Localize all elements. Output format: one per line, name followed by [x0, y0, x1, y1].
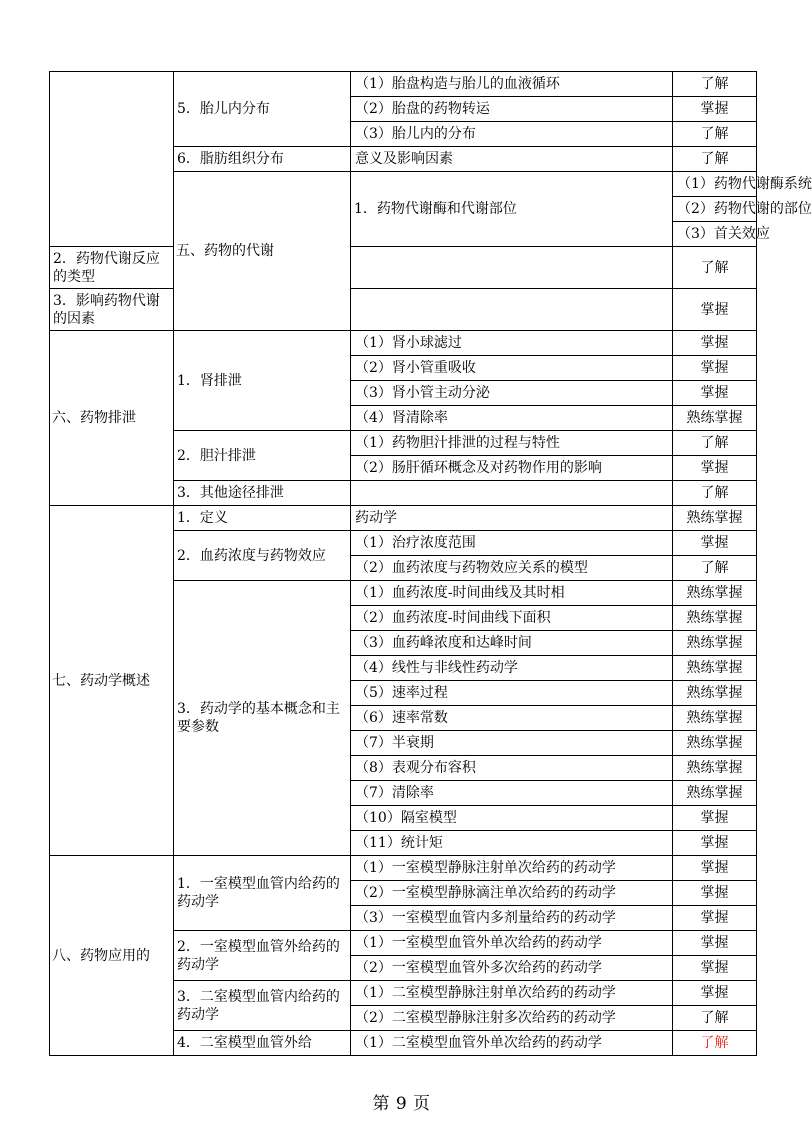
table-row	[50, 856, 757, 881]
point-cell: （10）隔室模型	[351, 806, 673, 831]
requirement-level-cell: 熟练掌握	[673, 681, 757, 706]
subunit-cell: 2．药物代谢反应的类型	[50, 247, 174, 289]
point-cell: （1）二室模型静脉注射单次给药的药动学	[351, 981, 673, 1006]
requirement-level-cell: 熟练掌握	[673, 631, 757, 656]
point-cell: （7）清除率	[351, 781, 673, 806]
requirement-level-cell: 熟练掌握	[673, 756, 757, 781]
point-cell: （1）一室模型静脉注射单次给药的药动学	[351, 856, 673, 881]
point-cell: （2）一室模型静脉滴注单次给药的药动学	[351, 881, 673, 906]
requirement-level-cell: 掌握	[673, 906, 757, 931]
requirement-level-cell: 熟练掌握	[673, 406, 757, 431]
point-cell: （2）肾小管重吸收	[351, 356, 673, 381]
requirement-level-cell: 掌握	[673, 289, 757, 331]
requirement-level-cell: 掌握	[673, 931, 757, 956]
subunit-cell: 1．肾排泄	[174, 331, 351, 431]
point-cell: （1）胎盘构造与胎儿的血液循环	[351, 72, 673, 97]
requirement-level-cell: 掌握	[673, 981, 757, 1006]
unit-cell: 八、药物应用的	[50, 856, 174, 1056]
point-cell: （2）血药浓度-时间曲线下面积	[351, 606, 673, 631]
point-cell: （2）肠肝循环概念及对药物作用的影响	[351, 456, 673, 481]
subunit-cell: 2．一室模型血管外给药的药动学	[174, 931, 351, 981]
requirement-level-cell: 了解	[673, 147, 757, 172]
subunit-cell: 6．脂肪组织分布	[174, 147, 351, 172]
point-cell: （1）治疗浓度范围	[351, 531, 673, 556]
subunit-cell: 5．胎儿内分布	[174, 72, 351, 147]
requirement-level-cell: 了解	[673, 1031, 757, 1056]
requirement-level-cell: 掌握	[673, 881, 757, 906]
unit-cell: 七、药动学概述	[50, 506, 174, 856]
requirement-level-cell: 掌握	[673, 97, 757, 122]
requirement-level-cell: 了解	[673, 431, 757, 456]
point-cell: 意义及影响因素	[351, 147, 673, 172]
point-cell: （1）二室模型血管外单次给药的药动学	[351, 1031, 673, 1056]
page-number: 第 9 页	[372, 1094, 431, 1114]
point-cell: （2）胎盘的药物转运	[351, 97, 673, 122]
point-cell: （1）药物胆汁排泄的过程与特性	[351, 431, 673, 456]
point-cell: （4）肾清除率	[351, 406, 673, 431]
table-row	[50, 247, 757, 289]
point-cell: （8）表观分布容积	[351, 756, 673, 781]
point-cell: （7）半衰期	[351, 731, 673, 756]
syllabus-table	[49, 71, 812, 1056]
requirement-level-cell: 熟练掌握	[673, 506, 757, 531]
point-cell: （4）线性与非线性药动学	[351, 656, 673, 681]
requirement-level-cell: 熟练掌握	[673, 731, 757, 756]
subunit-cell: 3．影响药物代谢的因素	[50, 289, 174, 331]
requirement-level-cell: 掌握	[673, 381, 757, 406]
requirement-level-cell: 掌握	[673, 356, 757, 381]
unit-cell: 五、药物的代谢	[174, 172, 351, 331]
point-cell: （3）血药峰浓度和达峰时间	[351, 631, 673, 656]
table-row	[50, 289, 757, 331]
table-row	[50, 72, 757, 97]
point-cell	[351, 481, 673, 506]
requirement-level-cell: 掌握	[673, 956, 757, 981]
requirement-level-cell: 了解	[673, 556, 757, 581]
point-cell: （3）胎儿内的分布	[351, 122, 673, 147]
point-cell: （5）速率过程	[351, 681, 673, 706]
point-cell: （3）一室模型血管内多剂量给药的药动学	[351, 906, 673, 931]
point-cell: （1）肾小球滤过	[351, 331, 673, 356]
subunit-cell: 3．其他途径排泄	[174, 481, 351, 506]
table-row	[50, 506, 757, 531]
subunit-cell: 1．一室模型血管内给药的药动学	[174, 856, 351, 931]
requirement-level-cell: 熟练掌握	[673, 581, 757, 606]
unit-cell: 六、药物排泄	[50, 331, 174, 506]
requirement-level-cell: 掌握	[673, 806, 757, 831]
table-row	[50, 331, 757, 356]
point-cell: （1）一室模型血管外单次给药的药动学	[351, 931, 673, 956]
requirement-level-cell: 了解	[673, 481, 757, 506]
subunit-cell: 2．胆汁排泄	[174, 431, 351, 481]
point-cell	[351, 289, 673, 331]
requirement-level-cell: 掌握	[673, 456, 757, 481]
point-cell: （3）肾小管主动分泌	[351, 381, 673, 406]
point-cell: （1）血药浓度-时间曲线及其时相	[351, 581, 673, 606]
subunit-cell: 4．二室模型血管外给	[174, 1031, 351, 1056]
point-cell: （2）药物代谢的部位	[673, 197, 757, 222]
requirement-level-cell: 掌握	[673, 831, 757, 856]
requirement-level-cell: 了解	[673, 247, 757, 289]
subunit-cell: 3．药动学的基本概念和主要参数	[174, 581, 351, 856]
requirement-level-cell: 了解	[673, 1006, 757, 1031]
point-cell: （2）血药浓度与药物效应关系的模型	[351, 556, 673, 581]
point-cell: （2）一室模型血管外多次给药的药动学	[351, 956, 673, 981]
point-cell: （6）速率常数	[351, 706, 673, 731]
point-cell: （11）统计矩	[351, 831, 673, 856]
requirement-level-cell: 熟练掌握	[673, 706, 757, 731]
requirement-level-cell: 熟练掌握	[673, 606, 757, 631]
requirement-level-cell: 熟练掌握	[673, 656, 757, 681]
table-cell	[50, 72, 174, 247]
point-cell: 药动学	[351, 506, 673, 531]
point-cell: （3）首关效应	[673, 222, 757, 247]
requirement-level-cell: 了解	[673, 122, 757, 147]
requirement-level-cell: 熟练掌握	[673, 781, 757, 806]
subunit-cell: 1．定义	[174, 506, 351, 531]
subunit-cell: 3．二室模型血管内给药的药动学	[174, 981, 351, 1031]
point-cell: （1）药物代谢酶系统	[673, 172, 757, 197]
subunit-cell: 2．血药浓度与药物效应	[174, 531, 351, 581]
requirement-level-cell: 了解	[673, 72, 757, 97]
requirement-level-cell: 掌握	[673, 856, 757, 881]
requirement-level-cell: 掌握	[673, 331, 757, 356]
requirement-level-cell: 掌握	[673, 531, 757, 556]
point-cell: （2）二室模型静脉注射多次给药的药动学	[351, 1006, 673, 1031]
subunit-cell: 1．药物代谢酶和代谢部位	[351, 172, 673, 247]
point-cell	[351, 247, 673, 289]
